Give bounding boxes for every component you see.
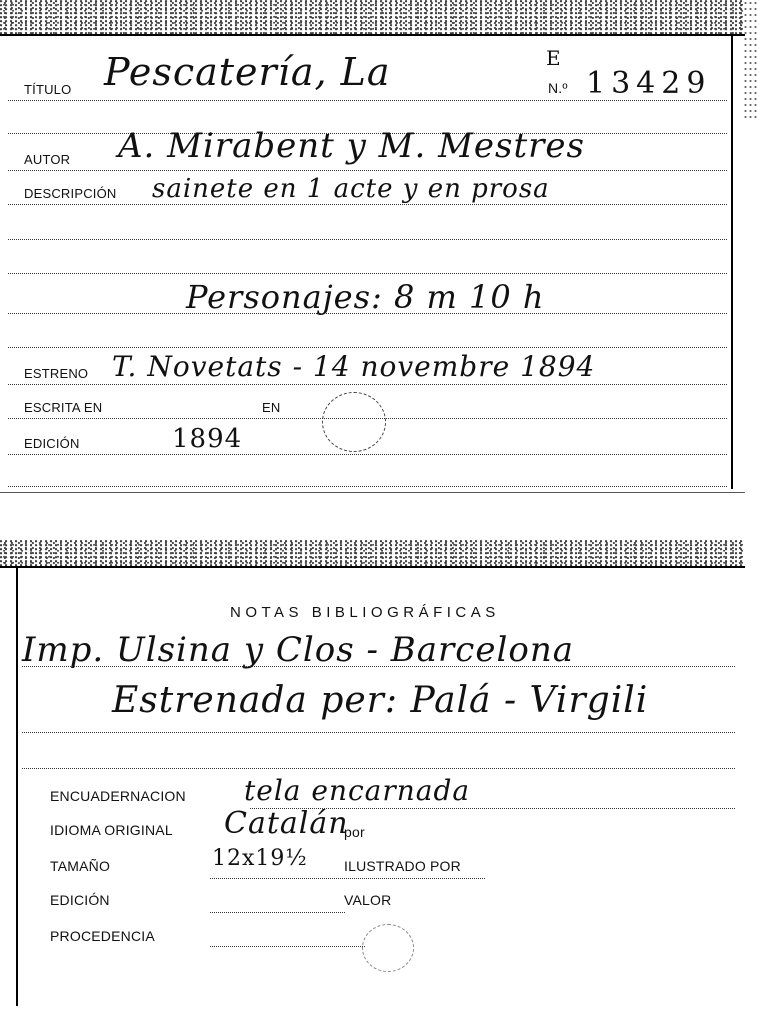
circular-stamp (322, 392, 386, 452)
dotted-rule (8, 204, 727, 205)
dotted-rule (8, 454, 727, 455)
valor-label: VALOR (344, 892, 392, 908)
tamano-label: TAMAÑO (50, 858, 111, 874)
dotted-rule (22, 666, 735, 667)
number-value: 13429 (586, 66, 712, 101)
dotted-rule (8, 313, 727, 314)
dotted-rule (210, 946, 365, 947)
card-border (0, 34, 745, 36)
dotted-rule (210, 878, 485, 879)
edicion-label-2: EDICIÓN (50, 892, 110, 908)
encuadernacion-label: ENCUADERNACION (50, 788, 186, 804)
notas-heading: NOTAS BIBLIOGRÁFICAS (230, 604, 500, 621)
titulo-value: Pescatería, La (104, 50, 391, 94)
catalog-card-top (0, 0, 745, 492)
personajes-value: Personajes: 8 m 10 h (186, 278, 545, 316)
card-separator (0, 492, 745, 493)
escrita-label: ESCRITA EN (24, 400, 103, 415)
estreno-value: T. Novetats - 14 novembre 1894 (112, 350, 596, 383)
en-label: EN (262, 400, 281, 415)
descripcion-value: sainete en 1 acte y en prosa (152, 174, 550, 204)
torn-edge (0, 0, 745, 34)
torn-edge (0, 540, 745, 566)
circular-stamp (362, 924, 414, 972)
note-line-2: Estrenada per: Palá - Virgili (112, 680, 649, 721)
dotted-rule (22, 732, 735, 733)
titulo-label: TÍTULO (24, 82, 72, 97)
procedencia-label: PROCEDENCIA (50, 928, 155, 944)
number-label: N.º (548, 80, 568, 96)
dotted-rule (8, 384, 727, 385)
ilustrado-label: ILUSTRADO POR (344, 858, 461, 874)
number-prefix-letter: E (546, 46, 562, 70)
catalog-card-bottom (0, 540, 745, 1028)
dotted-rule (8, 239, 727, 240)
dotted-rule (8, 170, 727, 171)
dotted-rule (22, 768, 735, 769)
encuadernacion-value: tela encarnada (244, 774, 471, 807)
por-label: por (344, 824, 365, 840)
tamano-value: 12x19½ (212, 846, 308, 871)
idioma-value: Catalán (224, 806, 349, 841)
descripcion-label: DESCRIPCIÓN (24, 186, 117, 201)
edicion-value: 1894 (172, 424, 243, 454)
idioma-label: IDIOMA ORIGINAL (50, 822, 173, 838)
dotted-rule (8, 273, 727, 274)
dotted-rule (210, 912, 345, 913)
dotted-rule (8, 418, 727, 419)
autor-label: AUTOR (24, 152, 71, 167)
card-border (0, 566, 745, 568)
dotted-rule (8, 486, 727, 487)
estreno-label: ESTRENO (24, 366, 89, 381)
card-border (731, 34, 733, 489)
card-border (16, 566, 18, 1006)
dotted-rule (8, 100, 727, 101)
dotted-rule (8, 347, 727, 348)
torn-edge-right (743, 0, 759, 120)
edicion-label: EDICIÓN (24, 436, 80, 451)
autor-value: A. Mirabent y M. Mestres (118, 126, 585, 166)
note-line-1: Imp. Ulsina y Clos - Barcelona (22, 630, 574, 670)
